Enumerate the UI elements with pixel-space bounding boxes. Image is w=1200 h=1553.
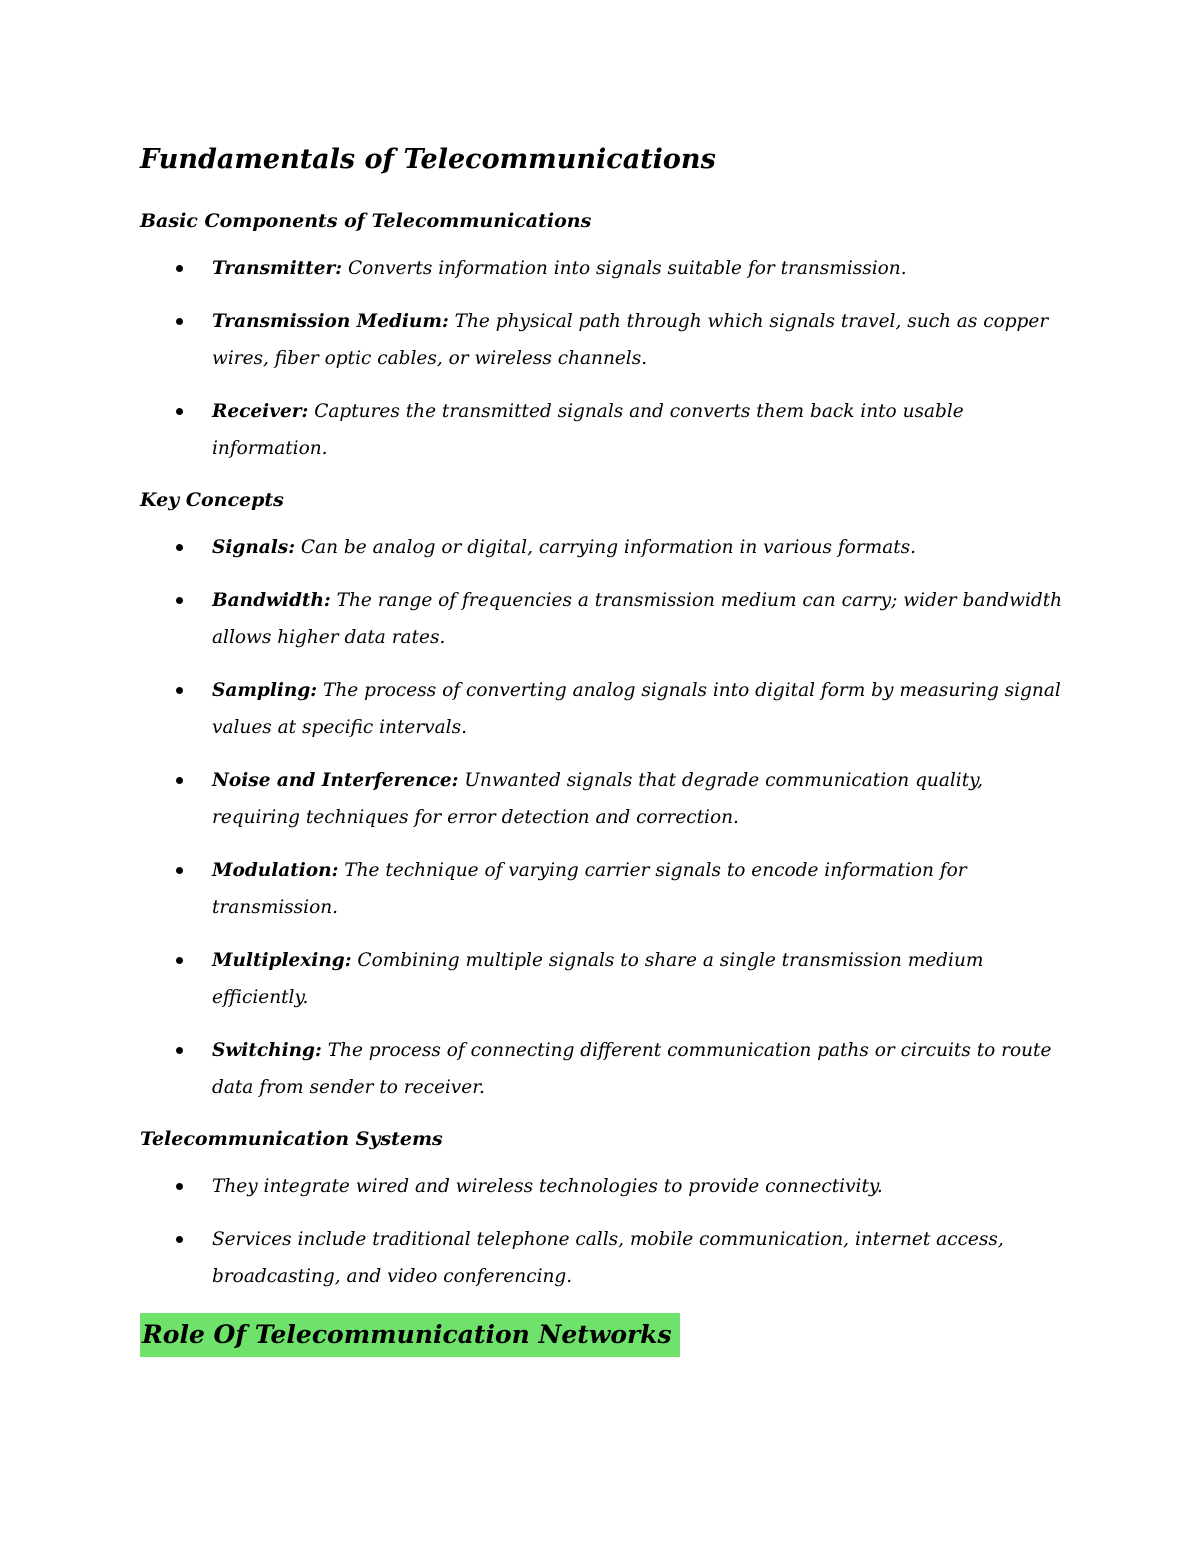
bullet-icon	[176, 957, 183, 964]
term-label: Multiplexing:	[212, 950, 352, 971]
bullet-icon	[176, 265, 183, 272]
list-item	[140, 1032, 1070, 1106]
term-description: The process of connecting different communication paths or circuits to route data from sender to receiver.	[212, 1040, 1052, 1098]
list-item	[140, 1221, 1070, 1295]
term-description: The process of converting analog signals into digital form by measuring signal values at specific intervals.	[212, 680, 1061, 738]
list-item	[140, 672, 1070, 746]
bullet-icon	[176, 1047, 183, 1054]
section-heading: Telecommunication Systems	[140, 1128, 443, 1150]
bullet-icon	[176, 867, 183, 874]
term-label: Modulation:	[212, 860, 339, 881]
term-label: Sampling:	[212, 680, 318, 701]
bullet-list	[140, 250, 1070, 467]
bullet-icon	[176, 687, 183, 694]
term-description: Unwanted signals that degrade communication quality, requiring techniques for error detection and correction.	[212, 770, 984, 828]
term-label: Switching:	[212, 1040, 322, 1061]
term-description: Combining multiple signals to share a single transmission medium efficiently.	[212, 950, 984, 1008]
bullet-list	[140, 529, 1070, 1106]
term-description: The technique of varying carrier signals to encode information for transmission.	[212, 860, 967, 918]
section-heading: Key Concepts	[140, 489, 284, 511]
bullet-list	[140, 1168, 1070, 1295]
document-page	[140, 140, 1070, 1357]
term-description: Captures the transmitted signals and converts them back into usable information.	[212, 401, 964, 459]
section-telecommunication-systems	[140, 1124, 1070, 1295]
bullet-icon	[176, 408, 183, 415]
term-description: The physical path through which signals travel, such as copper wires, fiber optic cables, or wireless channels.	[212, 311, 1049, 369]
bullet-icon	[176, 544, 183, 551]
document-title: Fundamentals of Telecommunications	[140, 144, 716, 175]
term-label: Signals:	[212, 537, 296, 558]
list-item	[140, 582, 1070, 656]
section-key-concepts	[140, 485, 1070, 1106]
list-item	[140, 762, 1070, 836]
term-label: Receiver:	[212, 401, 309, 422]
item-text: Services include traditional telephone calls, mobile communication, internet access, broadcasting, and video conferencing.	[212, 1229, 1004, 1287]
list-item	[140, 942, 1070, 1016]
list-item	[140, 250, 1070, 287]
bullet-icon	[176, 1236, 183, 1243]
list-item	[140, 1168, 1070, 1205]
bullet-icon	[176, 597, 183, 604]
term-label: Bandwidth:	[212, 590, 331, 611]
term-description: Converts information into signals suitable for transmission.	[342, 258, 907, 279]
list-item	[140, 303, 1070, 377]
list-item	[140, 852, 1070, 926]
term-label: Noise and Interference:	[212, 770, 459, 791]
highlighted-heading: Role Of Telecommunication Networks	[140, 1313, 680, 1357]
term-label: Transmitter:	[212, 258, 343, 279]
list-item	[140, 393, 1070, 467]
bullet-icon	[176, 318, 183, 325]
bullet-icon	[176, 1183, 183, 1190]
section-heading: Basic Components of Telecommunications	[140, 210, 592, 232]
bullet-icon	[176, 777, 183, 784]
section-basic-components	[140, 206, 1070, 467]
term-label: Transmission Medium:	[212, 311, 449, 332]
list-item	[140, 529, 1070, 566]
item-text: They integrate wired and wireless technologies to provide connectivity.	[212, 1176, 883, 1197]
term-description: Can be analog or digital, carrying information in various formats.	[295, 537, 917, 558]
term-description: The range of frequencies a transmission medium can carry; wider bandwidth allows higher data rates.	[212, 590, 1063, 648]
